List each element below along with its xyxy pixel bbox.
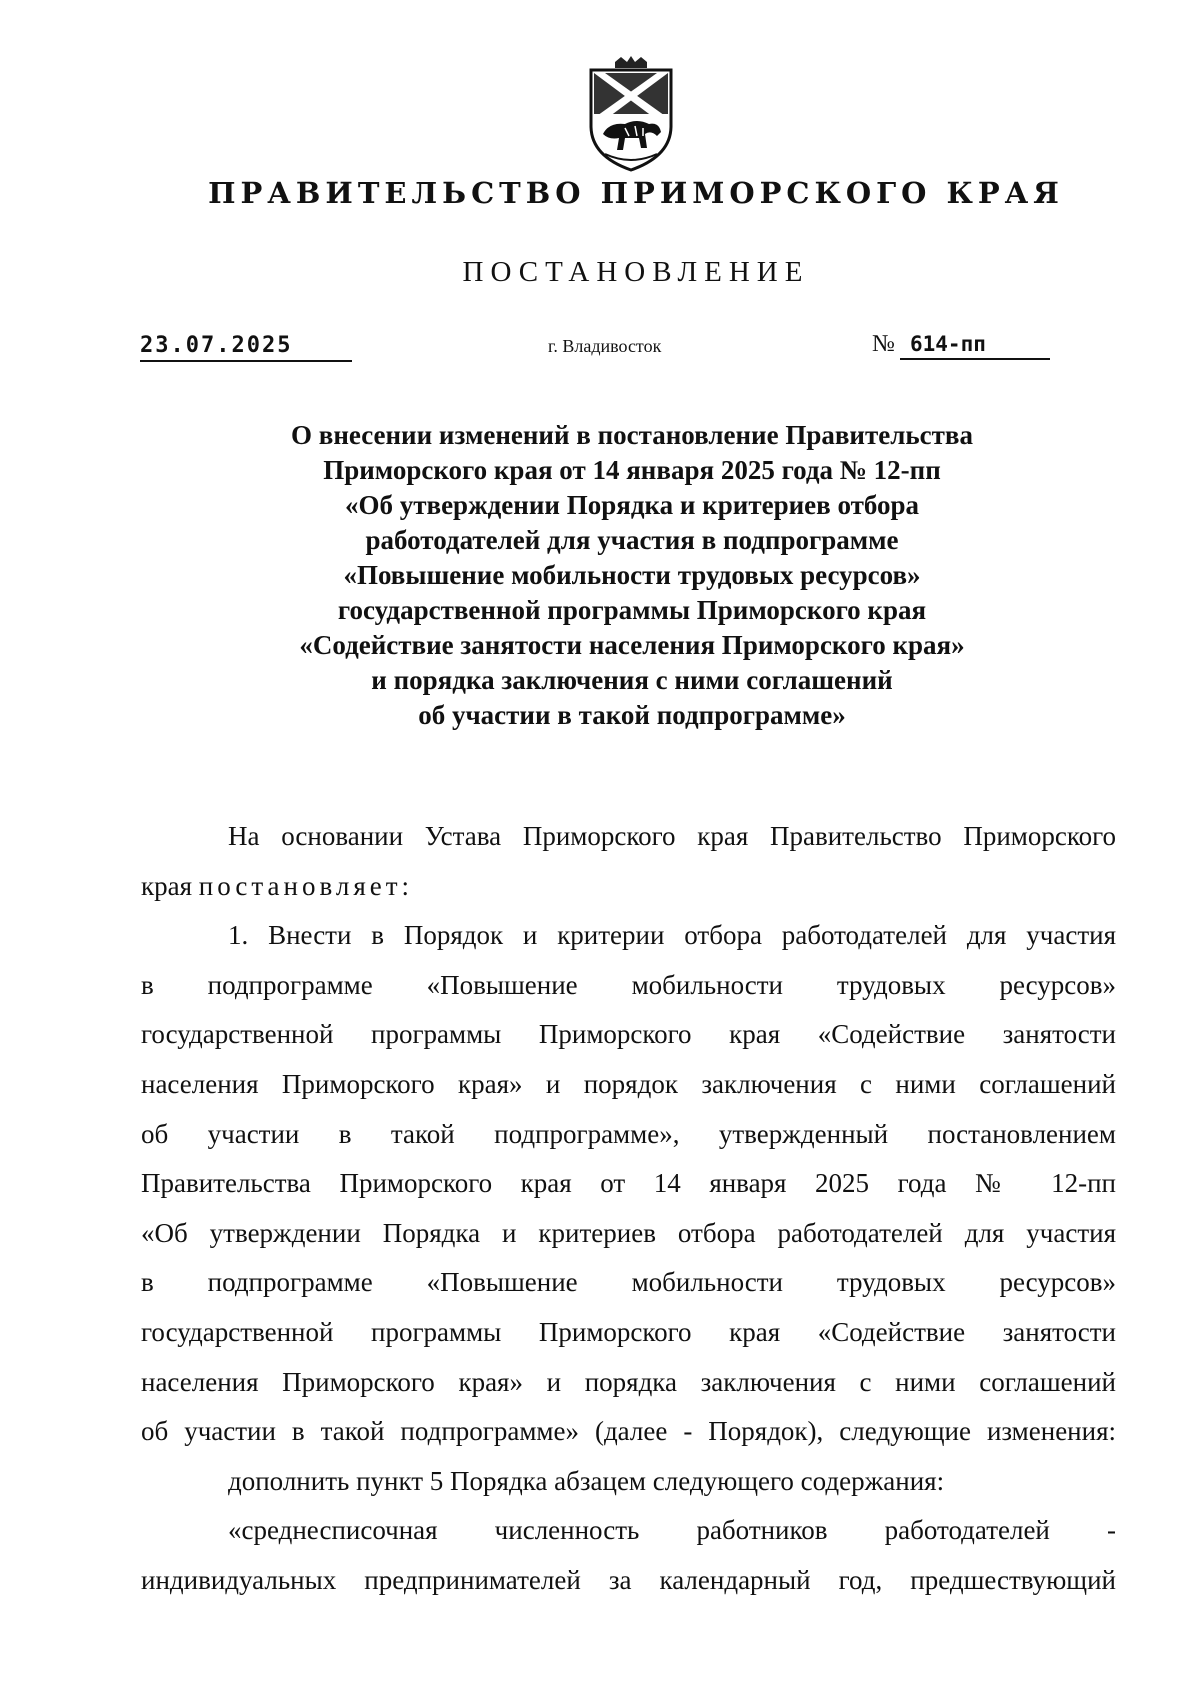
document-city: г. Владивосток (548, 336, 662, 356)
item1-line: об участии в такой подпрограмме», утвержденный постановлением (141, 1118, 1116, 1149)
item1-line: населения Приморского края» и порядка заключения с ними соглашений (141, 1366, 1116, 1397)
preamble-line (141, 862, 1116, 912)
amendment-line: индивидуальных предпринимателей за календарный год, предшествующий (141, 1564, 1116, 1595)
subject-line: «Повышение мобильности трудовых ресурсов» (343, 560, 921, 590)
subject-line: Приморского края от 14 января 2025 года № 12-пп (323, 455, 941, 485)
document-type: ПОСТАНОВЛЕНИЕ (462, 256, 810, 288)
subject-line: об участии в такой подпрограмме» (418, 700, 846, 730)
document-number: 614-пп (900, 330, 1050, 360)
subject-line: работодателей для участия в подпрограмме (365, 525, 899, 555)
item1-line: в подпрограмме «Повышение мобильности трудовых ресурсов» (141, 969, 1116, 1000)
government-title: ПРАВИТЕЛЬСТВО ПРИМОРСКОГО КРАЯ (208, 176, 1064, 210)
resolves-word: постановляет: (198, 870, 414, 901)
item1-line: государственной программы Приморского края «Содействие занятости (141, 1019, 1116, 1050)
amendment-intro: дополнить пункт 5 Порядка абзацем следующего содержания: (228, 1465, 945, 1496)
item1-line: в подпрограмме «Повышение мобильности трудовых ресурсов» (141, 1267, 1116, 1298)
subject-line: государственной программы Приморского края (337, 595, 927, 625)
preamble-line: На основании Устава Приморского края Правительство Приморского (228, 821, 1116, 851)
item1-line: Правительства Приморского края от 14 января 2025 года № 12-пп (141, 1168, 1116, 1199)
subject-line: «Содействие занятости населения Приморского края» (299, 630, 965, 660)
item1-line: об участии в такой подпрограмме» (далее - Порядок), следующие изменения: (141, 1416, 1116, 1447)
subject-line: О внесении изменений в постановление Правительства (291, 420, 973, 450)
item1-line: населения Приморского края» и порядок заключения с ними соглашений (141, 1068, 1116, 1099)
document-subject (140, 418, 1124, 733)
document-body (141, 812, 1116, 1606)
coat-of-arms-icon (585, 56, 677, 174)
document-date: 23.07.2025 (140, 332, 352, 362)
subject-line: и порядка заключения с ними соглашений (371, 665, 893, 695)
number-sign: № (872, 331, 895, 357)
subject-line: «Об утверждении Порядка и критериев отбора (344, 490, 920, 520)
preamble-word: края (141, 870, 199, 901)
item1-line: государственной программы Приморского края «Содействие занятости (141, 1316, 1116, 1347)
item1-line: «Об утверждении Порядка и критериев отбора работодателей для участия (141, 1217, 1116, 1248)
item1-line: 1. Внести в Порядок и критерии отбора работодателей для участия (228, 920, 1116, 951)
amendment-line: «среднесписочная численность работников работодателей - (228, 1515, 1116, 1546)
